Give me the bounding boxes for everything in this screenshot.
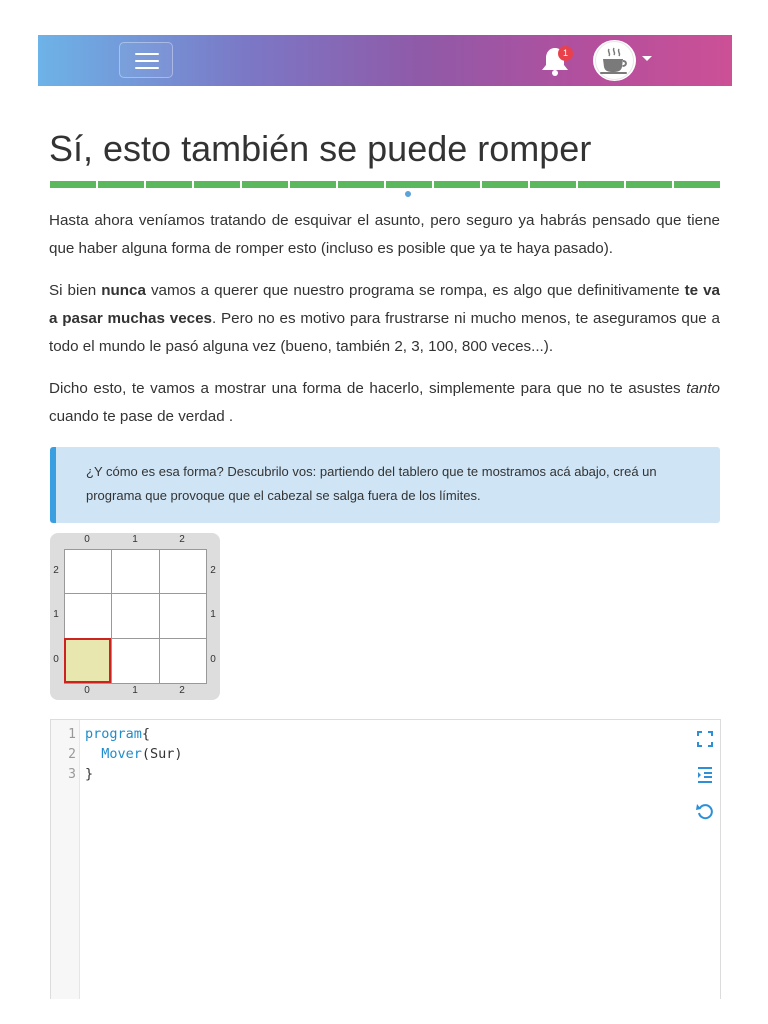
lesson-progress-bar [50, 181, 720, 188]
coffee-cup-icon [593, 40, 636, 81]
line-number: 3 [68, 767, 76, 782]
callout-text: ¿Y cómo es esa forma? Descubrilo vos: partiendo del tablero que te mostramos acá abajo, creá un programa que provoque que el cabezal se salga fuera de los límites. [86, 464, 657, 503]
reset-icon[interactable] [695, 801, 715, 821]
paragraph-break-warning [49, 277, 720, 361]
grid-line [159, 549, 160, 684]
paragraph-text: . Pero no es motivo para frustrarse ni mucho menos, te aseguramos que a todo el mundo le pasó alguna vez (bueno, también 2, 3, 100, 800 veces...). [49, 310, 720, 355]
paragraph-demo [49, 375, 720, 431]
line-number: 1 [68, 727, 76, 742]
progress-step[interactable] [194, 181, 240, 188]
code-text: (Sur) [141, 746, 183, 762]
progress-step[interactable] [338, 181, 384, 188]
code-line[interactable] [85, 726, 150, 742]
emphasis-tanto: tanto [686, 380, 720, 397]
paragraph-text: Dicho esto, te vamos a mostrar una forma de hacerlo, simplemente para que no te asustes [49, 380, 687, 397]
code-text: } [85, 766, 94, 782]
progress-step[interactable] [290, 181, 336, 188]
paragraph-text: Si bien [49, 282, 102, 299]
emphasis-nunca: nunca [101, 282, 146, 299]
row-label-right: 2 [210, 565, 216, 576]
hamburger-icon [135, 67, 159, 69]
row-label-left: 2 [53, 565, 59, 576]
row-label-right: 0 [210, 654, 216, 665]
grid-line [111, 549, 112, 684]
hamburger-icon [135, 60, 159, 62]
caret-down-icon[interactable] [642, 56, 652, 61]
progress-step[interactable] [626, 181, 672, 188]
progress-step[interactable] [578, 181, 624, 188]
progress-step[interactable] [50, 181, 96, 188]
user-avatar[interactable] [593, 40, 636, 81]
code-keyword: program [85, 726, 142, 742]
row-label-left: 1 [53, 609, 59, 620]
row-label-left: 0 [53, 654, 59, 665]
code-procedure: Mover [101, 746, 142, 762]
paragraph-text: cuando te pase de verdad . [49, 408, 234, 425]
column-label-bottom: 1 [132, 685, 138, 696]
current-step-indicator [405, 191, 411, 197]
grid-line [206, 549, 207, 684]
column-label-top: 0 [84, 534, 90, 545]
progress-step[interactable] [674, 181, 720, 188]
column-label-bottom: 0 [84, 685, 90, 696]
line-number: 2 [68, 747, 76, 762]
menu-button[interactable] [119, 42, 173, 78]
progress-step[interactable] [386, 181, 432, 188]
grid-line [64, 683, 207, 684]
emphasis-muchas-veces: te va a pasar muchas veces [49, 282, 720, 327]
code-line[interactable] [85, 746, 183, 762]
fullscreen-icon[interactable] [695, 729, 715, 749]
progress-step[interactable] [530, 181, 576, 188]
code-editor[interactable] [50, 719, 721, 999]
grid-line [64, 593, 207, 594]
paragraph-intro [49, 207, 720, 263]
top-navbar [38, 35, 732, 86]
row-label-right: 1 [210, 609, 216, 620]
code-line[interactable] [85, 766, 93, 782]
grid-line [64, 549, 207, 550]
paragraph-text: Hasta ahora veníamos tratando de esquivar el asunto, pero seguro ya habrás pensado que tiene que haber alguna forma de romper esto (incluso es posible que ya te haya pasado). [49, 212, 720, 257]
progress-step[interactable] [98, 181, 144, 188]
line-number-gutter [51, 720, 80, 999]
code-text: { [141, 726, 151, 742]
notification-count-badge: 1 [558, 46, 573, 61]
hamburger-icon [135, 53, 159, 55]
progress-step[interactable] [146, 181, 192, 188]
paragraph-text: vamos a querer que nuestro programa se rompa, es algo que definitivamente [145, 282, 685, 299]
page-title: Sí, esto también se puede romper [49, 128, 592, 169]
code-indent [85, 746, 101, 762]
progress-step[interactable] [482, 181, 528, 188]
column-label-bottom: 2 [179, 685, 185, 696]
column-label-top: 2 [179, 534, 185, 545]
progress-step[interactable] [242, 181, 288, 188]
board-head-cursor [64, 638, 111, 683]
exercise-callout [50, 447, 720, 523]
column-label-top: 1 [132, 534, 138, 545]
indent-icon[interactable] [695, 765, 715, 785]
progress-step[interactable] [434, 181, 480, 188]
